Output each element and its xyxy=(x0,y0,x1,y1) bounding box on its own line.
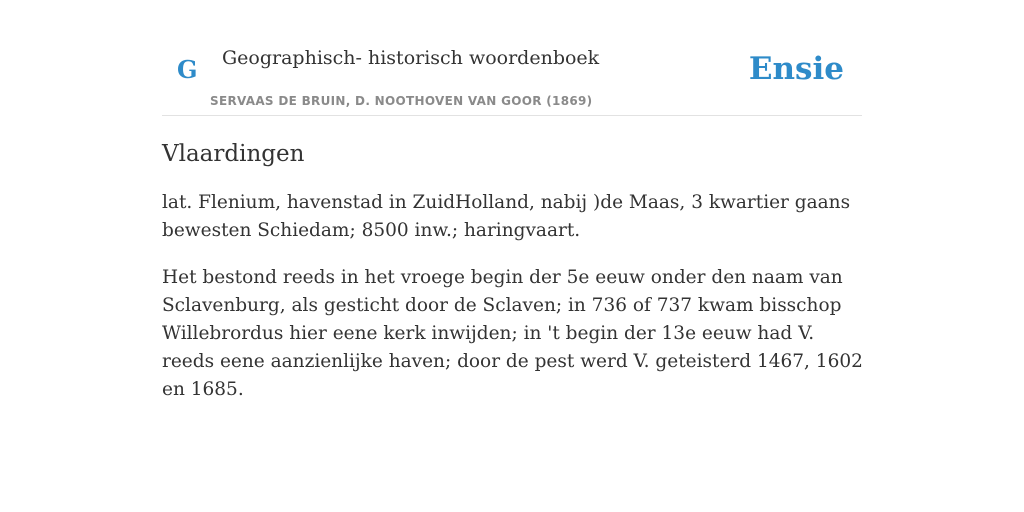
book-logo-icon[interactable]: G xyxy=(177,55,198,84)
entry-title: Vlaardingen xyxy=(162,141,305,167)
book-title-link[interactable]: Geographisch- historisch woordenboek xyxy=(222,47,600,69)
entry-content xyxy=(162,138,867,423)
book-authors: SERVAAS DE BRUIN, D. NOOTHOVEN VAN GOOR (1869) xyxy=(210,94,593,108)
ensie-logo[interactable]: Ensie xyxy=(748,51,844,87)
entry-paragraph: lat. Flenium, havenstad in ZuidHolland, nabij )de Maas, 3 kwartier gaans bewesten Schiedam; 8500 inw.; haringvaart. xyxy=(162,192,851,241)
entry-paragraph: Het bestond reeds in het vroege begin der 5e eeuw onder den naam van Sclavenburg, als gesticht door de Sclaven; in 736 of 737 kwam bisschop Willebrordus hier eene kerk inwijden; in 't begin der 13e eeuw had V. reeds eene aanzienlijke haven; door de pest werd V. geteisterd 1467, 1602 en 1685. xyxy=(162,267,863,400)
header xyxy=(162,40,862,116)
